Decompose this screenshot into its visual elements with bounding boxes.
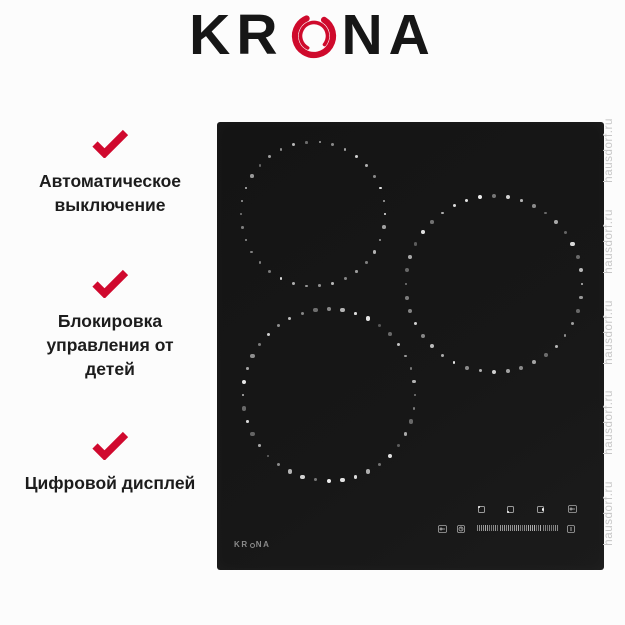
slider-tick	[479, 525, 480, 531]
slider-tick	[545, 525, 546, 531]
lock-key-icon	[438, 525, 447, 533]
slider-tick	[481, 525, 482, 531]
power-slider	[477, 525, 558, 531]
slider-tick	[510, 525, 511, 531]
zone-dot	[542, 508, 545, 511]
slider-tick	[485, 525, 486, 531]
slider-tick	[497, 525, 498, 531]
slider-tick	[516, 525, 517, 531]
slider-tick	[526, 525, 527, 531]
krona-logo-text-left: KR	[189, 2, 284, 67]
zone-select-bottom-left-icon	[507, 506, 514, 513]
zone-select-top-left-icon	[478, 506, 485, 513]
slider-tick	[520, 525, 521, 531]
slider-tick	[491, 525, 492, 531]
slider-tick	[551, 525, 552, 531]
slider-tick	[518, 525, 519, 531]
krona-swirl-o-icon	[288, 10, 340, 62]
feature-text: Блокировка управления от детей	[46, 311, 174, 379]
krona-logo	[0, 4, 625, 66]
watermark-text: hausdorf.ru	[603, 208, 615, 274]
slider-tick	[483, 525, 484, 531]
slider-tick	[534, 525, 535, 531]
feature-text: Цифровой дисплей	[24, 473, 196, 493]
slider-tick	[528, 525, 529, 531]
timer-clock-icon	[457, 525, 465, 533]
watermark-text: hausdorf.ru	[603, 299, 615, 365]
cooktop-image	[217, 122, 604, 570]
watermark-text: hausdorf.ru	[603, 390, 615, 456]
checkmark-icon	[91, 268, 129, 298]
slider-tick	[557, 525, 558, 531]
watermark-text: hausdorf.ru	[603, 481, 615, 546]
slider-tick	[536, 525, 537, 531]
slider-tick	[538, 525, 539, 531]
slider-tick	[504, 525, 505, 531]
watermark	[598, 0, 620, 625]
watermark-text: hausdorf.ru	[603, 118, 615, 183]
child-lock-key-icon	[568, 505, 577, 513]
krona-logo-text-right: NA	[341, 2, 436, 67]
slider-tick	[553, 525, 554, 531]
power-icon	[567, 525, 575, 533]
slider-tick	[514, 525, 515, 531]
zone-dot	[507, 511, 510, 514]
slider-tick	[477, 525, 478, 531]
slider-tick	[508, 525, 509, 531]
slider-tick	[506, 525, 507, 531]
slider-tick	[549, 525, 550, 531]
slider-tick	[512, 525, 513, 531]
slider-tick	[502, 525, 503, 531]
feature-text: Автоматическое выключение	[38, 171, 182, 215]
cooktop-brand-label: KR NA	[234, 540, 271, 549]
feature-child-lock	[10, 268, 210, 381]
slider-tick	[540, 525, 541, 531]
slider-tick	[532, 525, 533, 531]
control-panel	[217, 122, 604, 570]
slider-tick	[489, 525, 490, 531]
zone-select-right-icon	[537, 506, 544, 513]
checkmark-icon	[91, 430, 129, 460]
slider-tick	[547, 525, 548, 531]
slider-tick	[487, 525, 488, 531]
slider-tick	[500, 525, 501, 531]
slider-tick	[555, 525, 556, 531]
slider-tick	[530, 525, 531, 531]
feature-digital-display	[10, 430, 210, 495]
zone-dot	[478, 506, 481, 509]
feature-auto-shutoff	[10, 128, 210, 217]
checkmark-icon	[91, 128, 129, 158]
slider-tick	[522, 525, 523, 531]
mini-o-ring-icon	[250, 543, 255, 548]
slider-tick	[495, 525, 496, 531]
slider-tick	[524, 525, 525, 531]
slider-tick	[543, 525, 544, 531]
slider-tick	[493, 525, 494, 531]
